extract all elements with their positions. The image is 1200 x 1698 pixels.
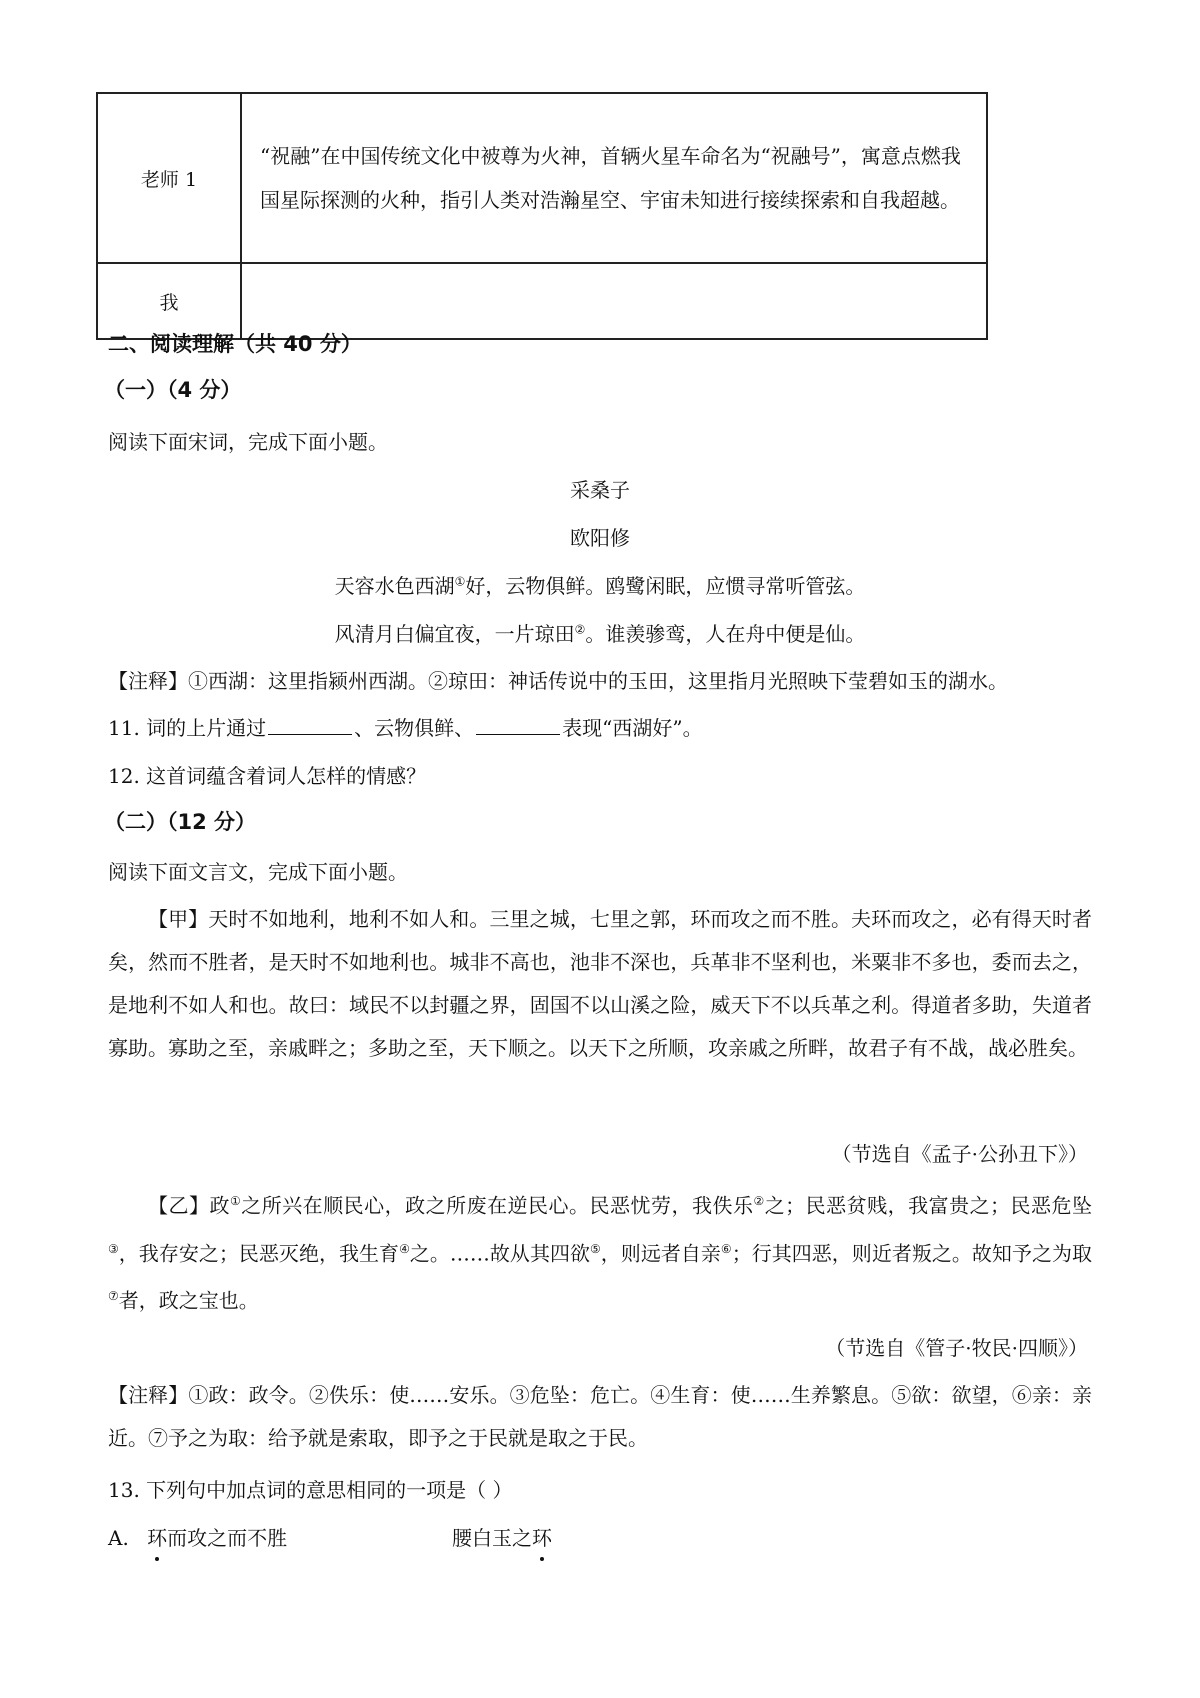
option-label: A. <box>108 1526 129 1550</box>
passage-text: ，则远者自亲 <box>600 1241 721 1266</box>
passage-jia: 【甲】天时不如地利，地利不如人和。三里之城，七里之郭，环而攻之而不胜。夫环而攻之，必有得天时者矣，然而不胜者，是天时不如地利也。城非不高也，池非不深也，兵革非不坚利也，米粟非不多也，委而去之，是地利不如人和也。故曰：域民不以封疆之界，固国不以山溪之险，威天下不以兵革之利。得道者多助，失道者寡助。寡助之至，亲戚畔之；多助之至，天下顺之。以天下之所顺，攻亲戚之所畔，故君子有不战，战必胜矣。 <box>108 907 1092 1060</box>
passage-note: 【注释】①政：政令。②佚乐：使……安乐。③危坠：危亡。④生育：使……生养繁息。⑤欲：欲望，⑥亲：亲近。⑦予之为取：给予就是索取，即予之于民就是取之于民。 <box>108 1383 1092 1450</box>
question-12: 12. 这首词蕴含着词人怎样的情感？ <box>108 764 427 788</box>
footnote-mark: ④ <box>399 1241 410 1256</box>
footnote-mark: ② <box>574 622 586 637</box>
passage-text: 者，政之宝也。 <box>118 1288 259 1313</box>
poem-line <box>0 570 1200 599</box>
footnote-mark: ⑦ <box>108 1289 119 1304</box>
passage-text: 之所兴在顺民心，政之所废在逆民心。民恶忧劳，我佚乐 <box>241 1193 754 1218</box>
option-a-second <box>452 1522 552 1551</box>
row-label: 老师 1 <box>97 93 241 263</box>
passage-text: 之；民恶贫贱，我富贵之；民恶危坠 <box>764 1193 1093 1218</box>
option-text: 腰白玉之 <box>452 1526 532 1550</box>
answer-table <box>96 92 988 340</box>
poem-text: 好，云物俱鲜。鸥鹭闲眠，应惯寻常听管弦。 <box>465 574 866 598</box>
question-text: 11. 词的上片通过 <box>108 716 267 740</box>
poem-author: 欧阳修 <box>570 526 630 550</box>
part-title: （二）（12 分） <box>104 810 257 834</box>
option-a <box>108 1522 287 1551</box>
poem-title: 采桑子 <box>570 478 630 502</box>
poem-text: 天容水色西湖 <box>334 574 455 598</box>
question-11 <box>108 712 703 741</box>
footnote-mark: ⑤ <box>590 1241 601 1256</box>
passage-text: 之。……故从其四欲 <box>409 1241 590 1266</box>
fill-blank[interactable] <box>268 716 352 735</box>
poem-text: 。谁羡骖鸾，人在舟中便是仙。 <box>585 622 866 646</box>
question-text: 、云物俱鲜、 <box>354 716 475 740</box>
source-jia: （节选自《孟子·公孙丑下》） <box>831 1142 1088 1166</box>
footnote-mark: ② <box>753 1194 765 1208</box>
row-text: “祝融”在中国传统文化中被尊为火神，首辆火星车命名为“祝融号”，寓意点燃我国星际探测的火种，指引人类对浩瀚星空、宇宙未知进行接续探索和自我超越。 <box>241 93 987 263</box>
poem-text: 风清月白偏宜夜，一片琼田 <box>334 622 575 646</box>
question-text: 表现“西湖好”。 <box>562 716 703 740</box>
instruction: 阅读下面宋词，完成下面小题。 <box>108 430 388 454</box>
passage-text: ；行其四恶，则近者叛之。故知予之为取 <box>731 1241 1093 1266</box>
passage-text: 【乙】政 <box>148 1193 230 1218</box>
section-title: 二、阅读理解（共 40 分） <box>108 332 362 356</box>
footnote-mark: ⑥ <box>720 1241 732 1256</box>
footnote-mark: ③ <box>108 1241 119 1256</box>
poem-line <box>0 618 1200 647</box>
dotted-word: 环 <box>532 1522 552 1551</box>
dotted-word: 环 <box>147 1522 167 1551</box>
instruction: 阅读下面文言文，完成下面小题。 <box>108 860 408 884</box>
passage-text: ，我存安之；民恶灭绝，我生育 <box>118 1241 400 1266</box>
fill-blank[interactable] <box>476 716 560 735</box>
table-row <box>97 93 987 263</box>
poem-note: 【注释】①西湖：这里指颍州西湖。②琼田：神话传说中的玉田，这里指月光照映下莹碧如玉的湖水。 <box>108 669 1008 693</box>
source-yi: （节选自《管子·牧民·四顺》） <box>825 1336 1088 1360</box>
part-title: （一）（4 分） <box>104 378 242 402</box>
footnote-mark: ① <box>454 574 466 589</box>
footnote-mark: ① <box>229 1194 242 1208</box>
row-label: 我 <box>97 263 241 339</box>
question-13: 13. 下列句中加点词的意思相同的一项是（ ） <box>108 1478 513 1502</box>
option-text: 而攻之而不胜 <box>167 1526 288 1550</box>
passage-yi <box>108 1180 1092 1323</box>
